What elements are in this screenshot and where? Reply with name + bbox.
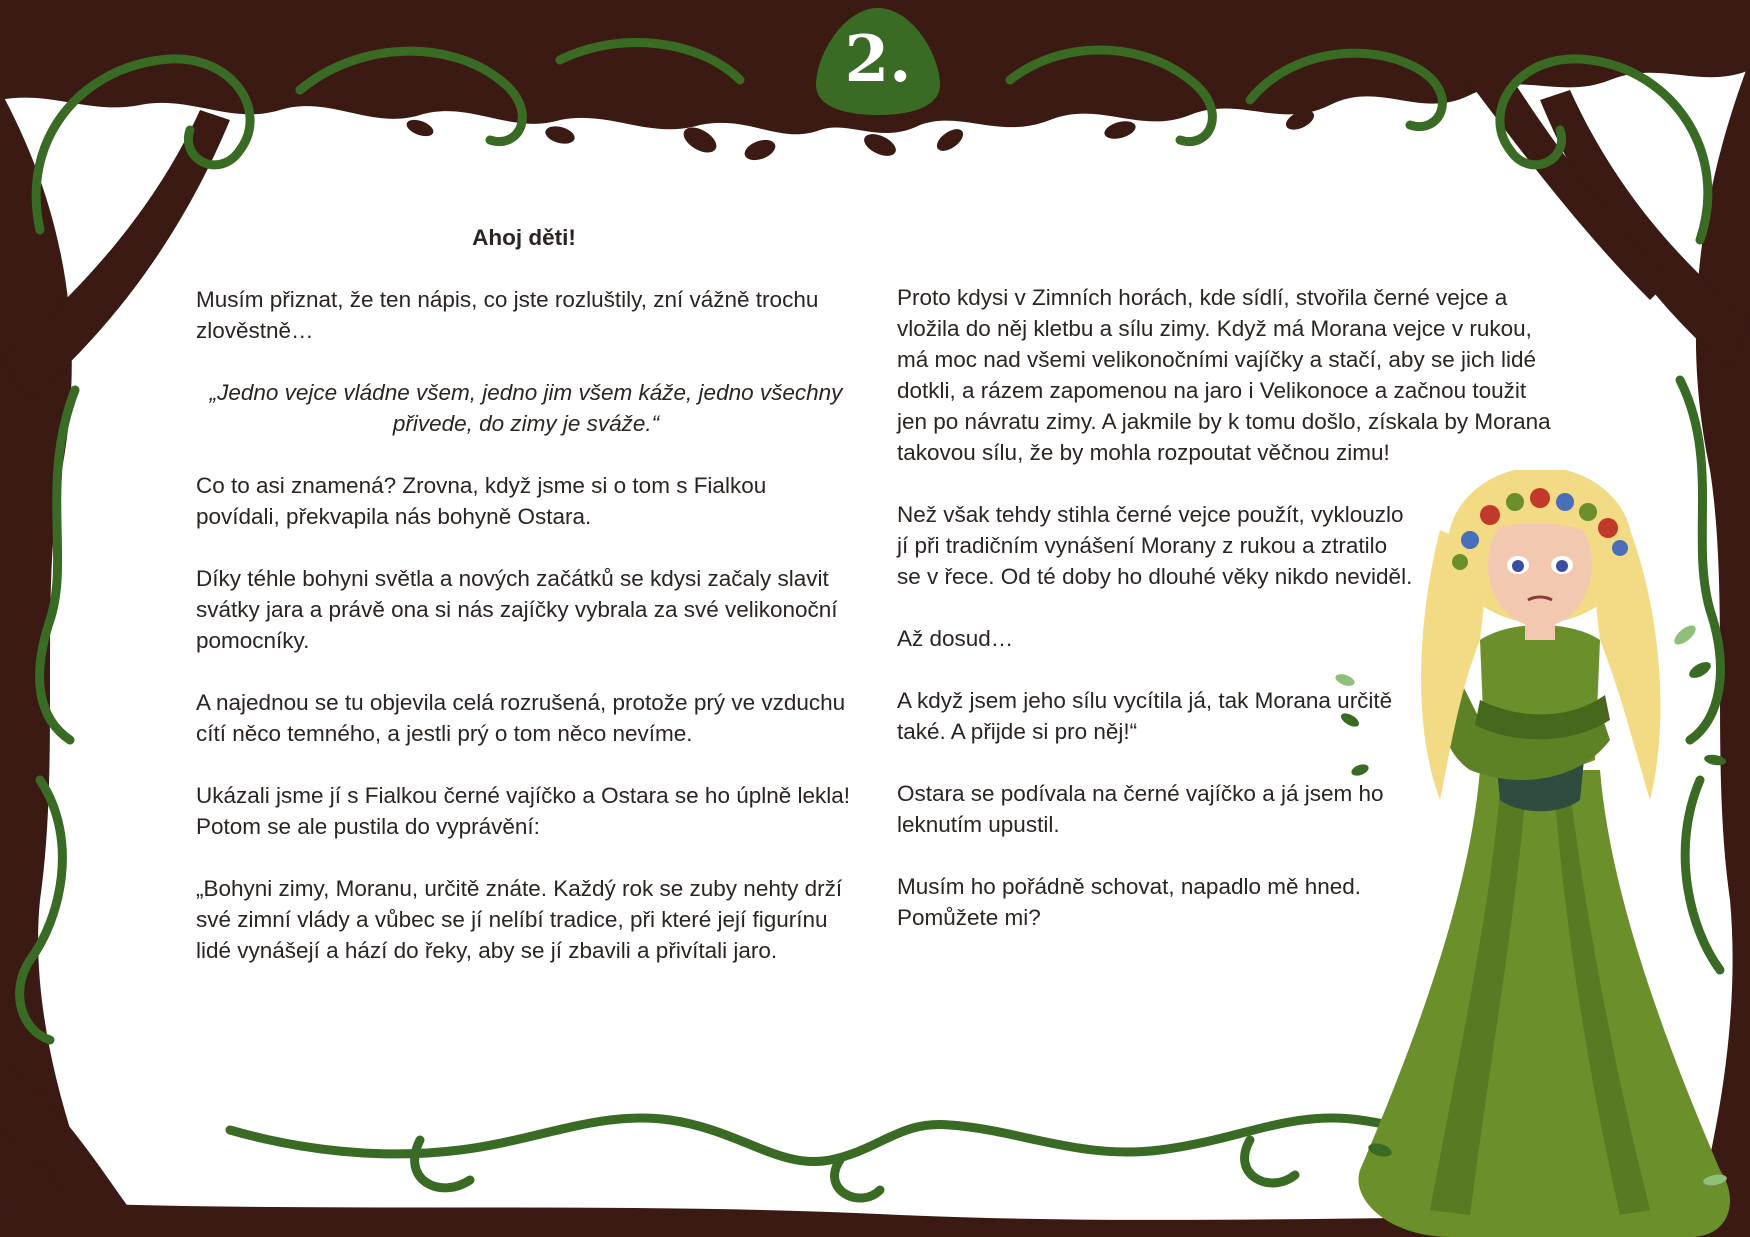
greeting-heading: Ahoj děti! [472, 225, 576, 250]
story-paragraph: Ukázali jsme jí s Fialkou černé vajíčko a Ostara se ho úplně lekla! Potom se ale pustila do vyprávění: [196, 783, 851, 839]
inscription-quote: „Jedno vejce vládne všem, jedno jim všem káže, jedno všechny přivede, do zimy je sváže.“ [209, 380, 843, 436]
story-paragraph: Než však tehdy stihla černé vejce použít, vyklouzlo jí při tradičním vynášení Morany z rukou a ztratilo se v řece. Od té doby ho dlouhé věky nikdo neviděl. [897, 502, 1413, 589]
story-paragraph: Ostara se podívala na černé vajíčko a já jsem ho leknutím upustil. [897, 781, 1384, 837]
left-text-column [196, 222, 856, 997]
story-paragraph: A najednou se tu objevila celá rozrušená, protože prý ve vzduchu cítí něco temného, a jestli prý o tom něco nevíme. [196, 690, 846, 746]
right-text-column [897, 282, 1557, 964]
story-paragraph: A když jsem jeho sílu vycítila já, tak Morana určitě také. A přijde si pro něj!“ [897, 688, 1393, 744]
story-paragraph: Až dosud… [897, 626, 1014, 651]
left-trunk [0, 90, 110, 1237]
story-paragraph: Díky téhle bohyni světla a nových začátků se kdysi začaly slavit svátky jara a právě ona si nás zajíčky vybrala za své velikonoční pomocníky. [196, 566, 838, 653]
story-paragraph: Musím ho pořádně schovat, napadlo mě hned. Pomůžete mi? [897, 874, 1362, 930]
page-number-badge: 2. [844, 22, 912, 97]
story-paragraph: Co to asi znamená? Zrovna, když jsme si o tom s Fialkou povídali, překvapila nás bohyně Ostara. [196, 473, 767, 529]
story-paragraph: Musím přiznat, že ten nápis, co jste rozluštily, zní vážně trochu zlověstně… [196, 287, 819, 343]
story-paragraph: „Bohyni zimy, Moranu, určitě znáte. Každý rok se zuby nehty drží své zimní vlády a vůbec se jí nelíbí tradice, při které její figurínu lidé vynášejí a hází do řeky, aby se jí zbavili a přivítali jaro. [196, 876, 843, 963]
story-paragraph: Proto kdysi v Zimních horách, kde sídlí, stvořila černé vejce a vložila do něj kletbu a sílu zimy. Když má Morana vejce v rukou, má moc nad všemi velikonočními vajíčky a stačí, aby se jich lidé dotkli, a rázem zapomenou na jaro i Velikonoce a začnou toužit jen po návratu zimy. A jakmile by k tomu došlo, získala by Morana takovou sílu, že by mohla rozpoutat věčnou zimu! [897, 285, 1551, 465]
